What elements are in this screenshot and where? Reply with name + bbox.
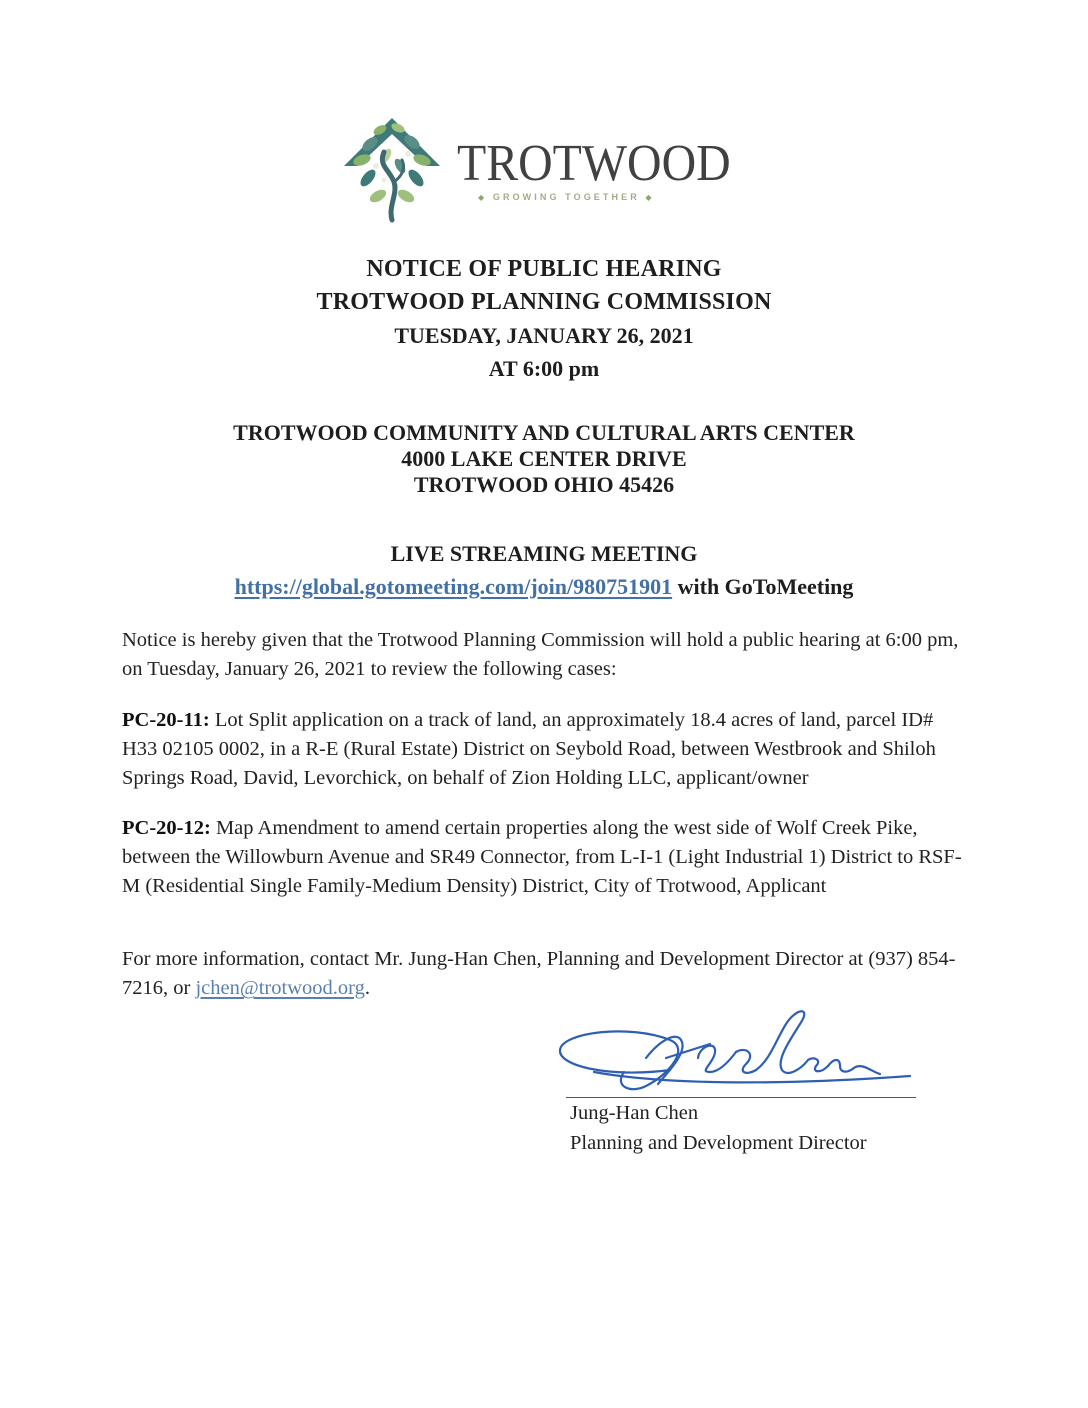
header-time: AT 6:00 pm [488,356,600,381]
header-commission: TROTWOOD PLANNING COMMISSION [316,289,772,315]
contact-end: . [364,977,370,999]
case-text: Lot Split application on a track of land, an approximately 18.4 acres of land, parcel ID# H33 02105 0002, in a R-E (Rural Estate) District on Seybold Road, between Westbrook and Shiloh Springs Road, David, Levorchick, on behalf of Zion Holding LLC, applicant/owner [122,709,936,789]
hearing-header [0,253,1088,385]
handwritten-signature [550,1000,930,1110]
notice-intro: Notice is hereby given that the Trotwood Planning Commission will hold a public hearing at 6:00 pm, on Tuesday, January 26, 2021 to review the following cases: [122,629,959,680]
streaming-link-suffix: with GoToMeeting [672,574,854,599]
streaming-title: LIVE STREAMING MEETING [390,541,698,566]
header-title: NOTICE OF PUBLIC HEARING [366,256,722,282]
trunk-shape [382,152,395,220]
tree-logo-icon [340,116,444,224]
signer-block [570,1098,867,1158]
case-text: Map Amendment to amend certain properties along the west side of Wolf Creek Pike, between the Willowburn Avenue and SR49 Connector, from L-I-1 (Light Industrial 1) District to RSF-M (Residential Single Family-Medium Density) District, City of Trotwood, Applicant [122,817,962,897]
logo-tagline [478,192,655,202]
signer-title: Planning and Development Director [570,1132,867,1154]
tagline-dot-icon: ◆ [478,193,488,202]
venue-name: TROTWOOD COMMUNITY AND CULTURAL ARTS CENTER [233,420,855,445]
case-id: PC-20-11: [122,709,210,731]
contact-email-link[interactable]: jchen@trotwood.org [195,977,365,999]
streaming-link-line [0,570,1088,603]
streaming-block [0,537,1088,603]
contact-info [122,945,962,1003]
header-date: TUESDAY, JANUARY 26, 2021 [394,323,694,348]
venue-block [0,420,1088,498]
case-id: PC-20-12: [122,817,211,839]
case-pc-20-12 [122,814,962,901]
venue-street: 4000 LAKE CENTER DRIVE [401,446,687,471]
signer-name: Jung-Han Chen [570,1102,699,1124]
case-pc-20-11 [122,706,962,793]
venue-city: TROTWOOD OHIO 45426 [413,472,675,497]
tagline-dot-icon: ◆ [645,193,655,202]
logo-tagline-text: GROWING TOGETHER [492,192,640,202]
logo-wordmark: TROTWOOD [457,135,731,192]
contact-text: For more information, contact Mr. Jung-Han Chen, Planning and Development Director at (937) 854-7216, or [122,948,956,999]
trotwood-logo [340,116,740,226]
gotomeeting-link[interactable]: https://global.gotomeeting.com/join/980751901 [234,574,673,599]
